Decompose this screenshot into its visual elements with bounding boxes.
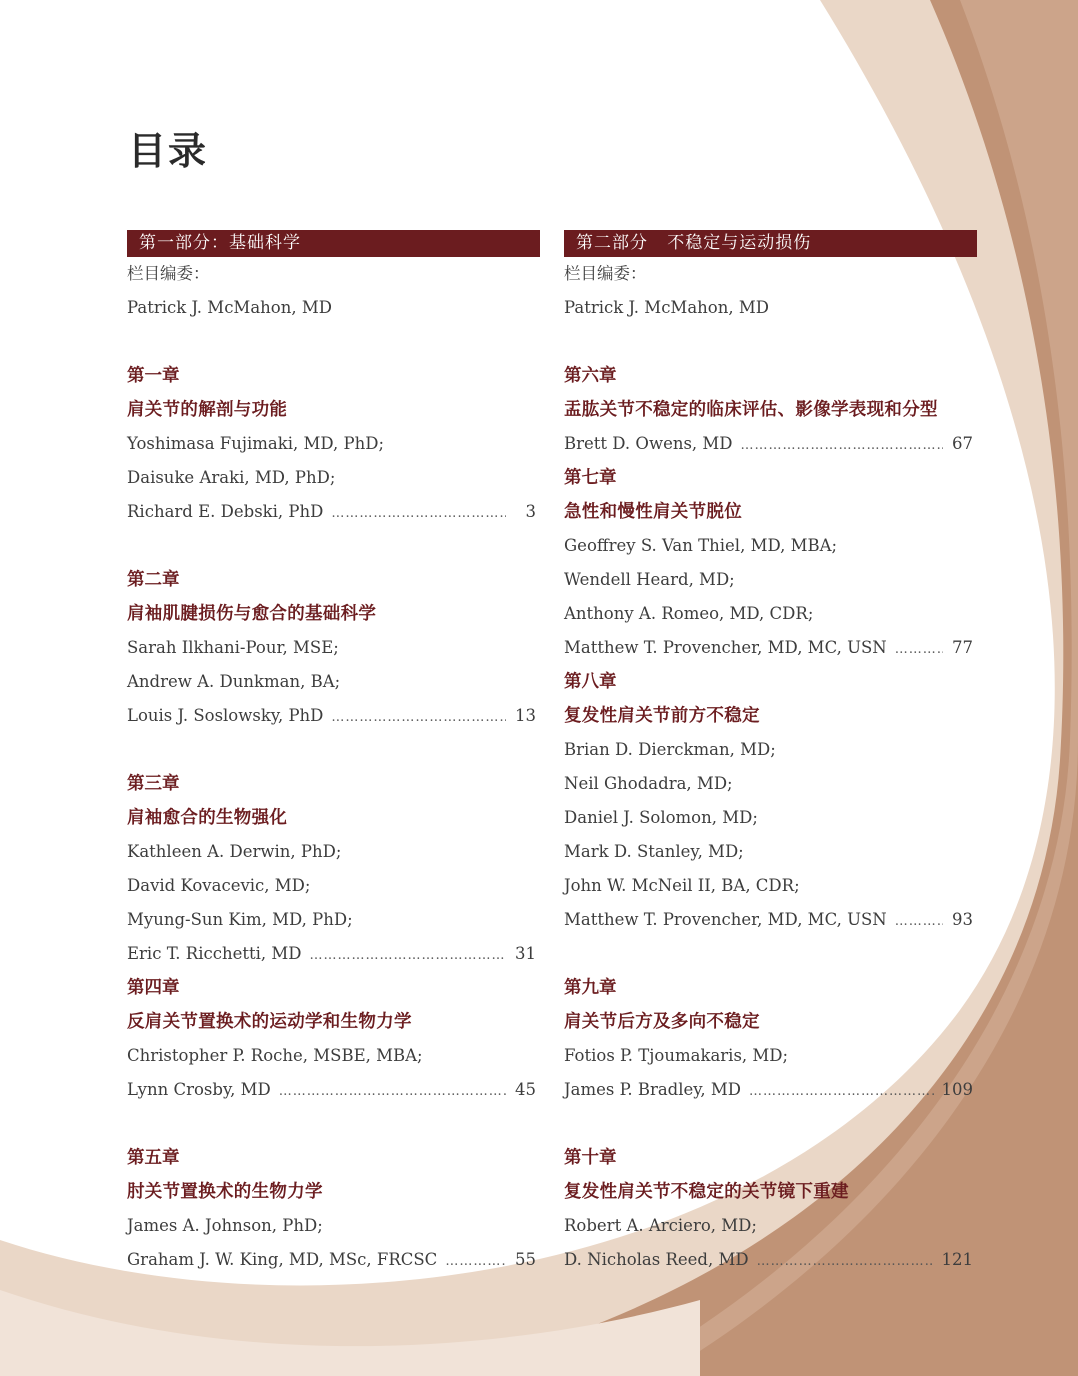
- toc-chapter[interactable]: [564, 665, 977, 937]
- author: John W. McNeil II, BA, CDR;: [564, 876, 800, 895]
- chapter-number: 第二章: [127, 570, 180, 590]
- editor-label: 栏目编委：: [564, 264, 647, 283]
- page-number: 13: [515, 706, 536, 725]
- toc-chapter[interactable]: [127, 359, 540, 529]
- chapter-title: 反肩关节置换术的运动学和生物力学: [127, 1012, 412, 1032]
- chapter-number: 第五章: [127, 1148, 180, 1168]
- editor-name: Patrick J. McMahon, MD: [564, 298, 769, 317]
- dot-leader: [310, 939, 507, 973]
- author: David Kovacevic, MD;: [127, 876, 311, 895]
- author: Myung-Sun Kim, MD, PhD;: [127, 910, 353, 929]
- page-number: 45: [515, 1080, 536, 1099]
- page-number: 109: [941, 1080, 973, 1099]
- chapter-title: 肩袖肌腱损伤与愈合的基础科学: [127, 604, 377, 624]
- dot-leader: [749, 1075, 933, 1109]
- toc-part-1: [127, 230, 540, 1277]
- toc-chapter[interactable]: [127, 1141, 540, 1277]
- author: Brian D. Dierckman, MD;: [564, 740, 776, 759]
- toc-chapter[interactable]: [564, 1141, 977, 1277]
- chapter-title: 肩关节后方及多向不稳定: [564, 1012, 760, 1032]
- author: Christopher P. Roche, MSBE, MBA;: [127, 1046, 423, 1065]
- page-number: 55: [515, 1250, 536, 1269]
- author: Louis J. Soslowsky, PhD: [127, 706, 324, 725]
- chapter-number: 第八章: [564, 672, 617, 692]
- author: Sarah Ilkhani-Pour, MSE;: [127, 638, 339, 657]
- page-number: 77: [952, 638, 973, 657]
- author: Kathleen A. Derwin, PhD;: [127, 842, 342, 861]
- editor-label: 栏目编委：: [127, 264, 210, 283]
- page-number: 67: [952, 434, 973, 453]
- author: Richard E. Debski, PhD: [127, 502, 324, 521]
- dot-leader: [895, 905, 943, 939]
- chapter-number: 第三章: [127, 774, 180, 794]
- author: Graham J. W. King, MD, MSc, FRCSC: [127, 1250, 438, 1269]
- dot-leader: [445, 1245, 506, 1279]
- author: Daniel J. Solomon, MD;: [564, 808, 758, 827]
- chapter-title: 盂肱关节不稳定的临床评估、影像学表现和分型: [564, 400, 938, 420]
- author: Mark D. Stanley, MD;: [564, 842, 744, 861]
- author: Lynn Crosby, MD: [127, 1080, 271, 1099]
- author: James P. Bradley, MD: [564, 1080, 742, 1099]
- author: Anthony A. Romeo, MD, CDR;: [564, 604, 814, 623]
- toc-chapter[interactable]: [127, 563, 540, 733]
- author: James A. Johnson, PhD;: [127, 1216, 323, 1235]
- page-number: 31: [515, 944, 536, 963]
- author: Fotios P. Tjoumakaris, MD;: [564, 1046, 789, 1065]
- author: Matthew T. Provencher, MD, MC, USN: [564, 910, 887, 929]
- page-number: 121: [941, 1250, 973, 1269]
- chapter-number: 第六章: [564, 366, 617, 386]
- dot-leader: [331, 701, 506, 735]
- page-title: 目录: [128, 128, 209, 173]
- author: Daisuke Araki, MD, PhD;: [127, 468, 336, 487]
- part-header: 第一部分：基础科学: [127, 230, 540, 257]
- toc-chapter[interactable]: [127, 767, 540, 971]
- author: Eric T. Ricchetti, MD: [127, 944, 302, 963]
- chapter-number: 第七章: [564, 468, 617, 488]
- chapter-title: 急性和慢性肩关节脱位: [564, 502, 742, 522]
- chapter-number: 第九章: [564, 978, 617, 998]
- toc-part-2: [564, 230, 977, 1277]
- toc-chapter[interactable]: [564, 971, 977, 1107]
- dot-leader: [757, 1245, 934, 1279]
- part-header: 第二部分 不稳定与运动损伤: [564, 230, 977, 257]
- author: Robert A. Arciero, MD;: [564, 1216, 757, 1235]
- author: Andrew A. Dunkman, BA;: [127, 672, 341, 691]
- dot-leader: [331, 497, 506, 531]
- author: Geoffrey S. Van Thiel, MD, MBA;: [564, 536, 838, 555]
- author: D. Nicholas Reed, MD: [564, 1250, 749, 1269]
- dot-leader: [895, 633, 943, 667]
- author: Neil Ghodadra, MD;: [564, 774, 733, 793]
- chapter-title: 肩袖愈合的生物强化: [127, 808, 288, 828]
- chapter-title: 复发性肩关节不稳定的关节镜下重建: [564, 1182, 849, 1202]
- author: Wendell Heard, MD;: [564, 570, 735, 589]
- chapter-title: 肩关节的解剖与功能: [127, 400, 288, 420]
- chapter-number: 第四章: [127, 978, 180, 998]
- editor-name: Patrick J. McMahon, MD: [127, 298, 332, 317]
- toc-chapter[interactable]: [564, 461, 977, 665]
- page-number: 93: [952, 910, 973, 929]
- dot-leader: [279, 1075, 506, 1109]
- toc-chapter[interactable]: [127, 971, 540, 1107]
- chapter-number: 第一章: [127, 366, 180, 386]
- toc-chapter[interactable]: [564, 359, 977, 461]
- chapter-title: 复发性肩关节前方不稳定: [564, 706, 760, 726]
- author: Yoshimasa Fujimaki, MD, PhD;: [127, 434, 385, 453]
- chapter-number: 第十章: [564, 1148, 617, 1168]
- dot-leader: [741, 429, 943, 463]
- author: Brett D. Owens, MD: [564, 434, 733, 453]
- author: Matthew T. Provencher, MD, MC, USN: [564, 638, 887, 657]
- page-number: 3: [525, 502, 536, 521]
- chapter-title: 肘关节置换术的生物力学: [127, 1182, 323, 1202]
